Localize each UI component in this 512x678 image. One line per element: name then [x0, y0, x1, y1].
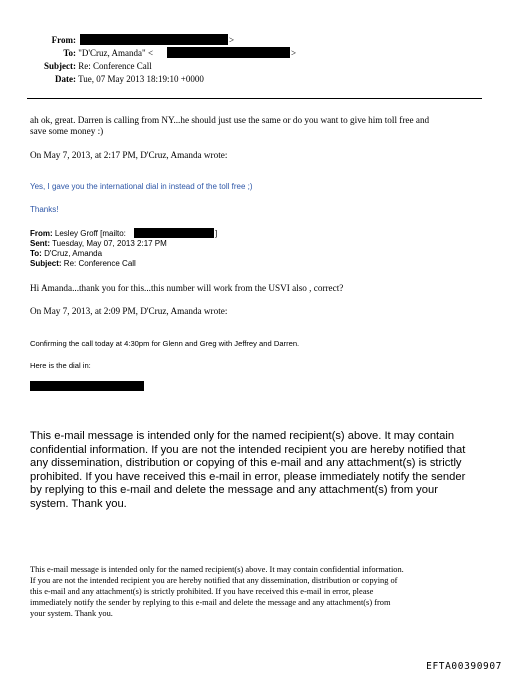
reply-quote-intro: On May 7, 2013, at 2:17 PM, D'Cruz, Amanda wrote:: [30, 150, 228, 160]
header-to-value: "D'Cruz, Amanda" <: [78, 48, 154, 58]
header-subject-row: [30, 61, 152, 72]
header-from-tail: >: [229, 35, 235, 45]
header-date-label: Date:: [55, 74, 76, 84]
disclaimer-large-line: system. Thank you.: [30, 497, 127, 510]
disclaimer-small-line: immediately notify the sender by replying to this e-mail and delete the message and any attachment(s) from: [30, 598, 391, 607]
inner-header-sent: [30, 239, 167, 249]
inner-sent-value: Tuesday, May 07, 2013 2:17 PM: [52, 239, 167, 248]
inner-to-value: D'Cruz, Amanda: [44, 249, 103, 258]
bates-number: EFTA00390907: [426, 661, 502, 672]
header-from-row: [30, 35, 76, 46]
header-subject-value: Re: Conference Call: [78, 61, 152, 71]
inner-header-to: [30, 249, 167, 259]
header-to-tail: >: [291, 48, 297, 58]
header-date-row: [30, 74, 204, 85]
redaction-from-email: [80, 34, 228, 45]
amanda-reply-line-2: Thanks!: [30, 205, 59, 214]
lesley-line-1: Hi Amanda...thank you for this...this number will work from the USVI also , correct?: [30, 283, 344, 293]
original-line-2: Here is the dial in:: [30, 361, 91, 370]
disclaimer-small: [30, 564, 404, 619]
inner-subject-value: Re: Conference Call: [63, 259, 136, 268]
inner-from-label: From:: [30, 229, 53, 238]
disclaimer-large-line: by replying to this e-mail and delete the message and any attachment(s) from your: [30, 484, 438, 497]
disclaimer-small-line: If you are not the intended recipient you are hereby notified that any dissemination, distribution or copying of: [30, 576, 398, 585]
inner-subject-label: Subject:: [30, 259, 62, 268]
header-subject-label: Subject:: [44, 61, 76, 71]
disclaimer-large-line: prohibited. If you have received this e-mail in error, please immediately notify the sender: [30, 470, 466, 483]
header-from-label: From:: [51, 35, 76, 45]
redaction-to-email: [167, 47, 290, 58]
header-to-row: [30, 48, 153, 59]
inner-from-tail: ]: [215, 229, 218, 238]
redaction-inner-email: [134, 228, 214, 238]
inner-to-label: To:: [30, 249, 42, 258]
amanda-reply-line-1: Yes, I gave you the international dial in instead of the toll free ;): [30, 182, 253, 191]
lesley-quote-intro: On May 7, 2013, at 2:09 PM, D'Cruz, Amanda wrote:: [30, 306, 228, 316]
reply-body: [30, 115, 429, 137]
redaction-dial-in: [30, 381, 144, 391]
disclaimer-large: [30, 430, 465, 512]
disclaimer-large-line: any dissemination, distribution or copying of this e-mail and any attachment(s) is strictly: [30, 457, 462, 470]
header-divider: [27, 98, 482, 99]
header-to-label: To:: [63, 48, 76, 58]
inner-header-subject: [30, 259, 167, 269]
reply-line-1: ah ok, great. Darren is calling from NY...he should just use the same or do you want to give him toll free and: [30, 115, 430, 125]
reply-line-2: save some money :): [30, 126, 104, 136]
disclaimer-small-line: This e-mail message is intended only for the named recipient(s) above. It may contain confidential information.: [30, 565, 404, 574]
disclaimer-small-line: your system. Thank you.: [30, 609, 113, 618]
original-line-1: Confirming the call today at 4:30pm for Glenn and Greg with Jeffrey and Darren.: [30, 339, 300, 348]
disclaimer-large-line: confidential information. If you are not the intended recipient you are hereby notified that: [30, 443, 466, 456]
disclaimer-large-line: This e-mail message is intended only for the named recipient(s) above. It may contain: [30, 430, 455, 442]
header-date-value: Tue, 07 May 2013 18:19:10 +0000: [78, 74, 204, 84]
inner-from-value: Lesley Groff [mailto:: [54, 229, 126, 238]
inner-sent-label: Sent:: [30, 239, 50, 248]
disclaimer-small-line: this e-mail and any attachment(s) is strictly prohibited. If you have received this e-mail in error, please: [30, 587, 374, 596]
